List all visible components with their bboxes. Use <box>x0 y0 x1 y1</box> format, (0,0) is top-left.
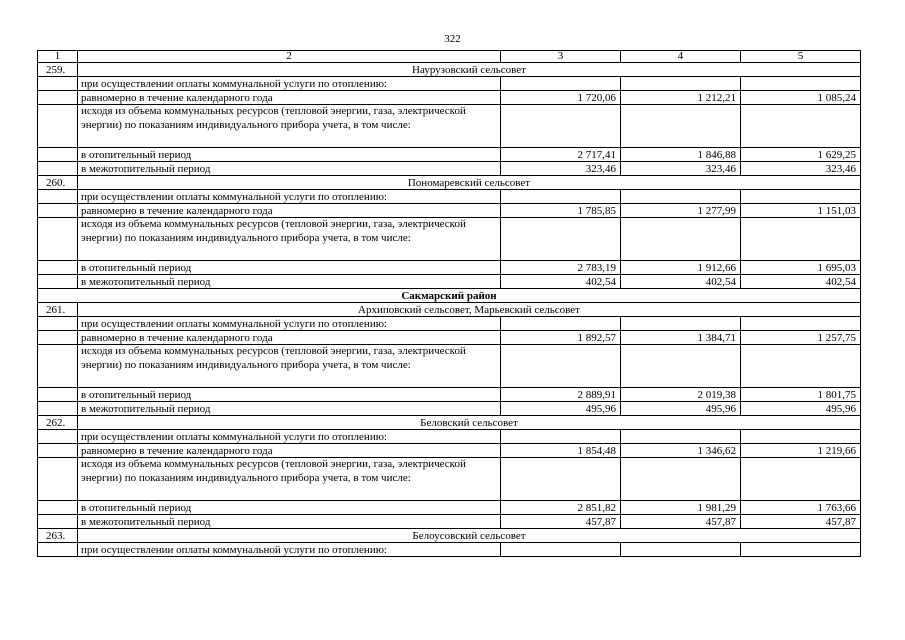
heat-payment-row <box>38 543 861 557</box>
heat-payment-row <box>38 317 861 331</box>
empty-cell <box>621 430 741 444</box>
empty-cell <box>621 317 741 331</box>
value-cell: 1 892,57 <box>501 331 621 345</box>
row-label: равномерно в течение календарного года <box>78 331 501 345</box>
section-name: Пономаревский сельсовет <box>78 176 861 190</box>
row-label: равномерно в течение календарного года <box>78 204 501 218</box>
column-header: 1 <box>38 51 78 63</box>
tariff-table <box>37 50 861 557</box>
section-number: 259. <box>38 63 78 77</box>
value-cell: 457,87 <box>621 515 741 529</box>
empty-cell <box>501 77 621 91</box>
section-name: Наурузовский сельсовет <box>78 63 861 77</box>
empty-cell <box>741 218 861 261</box>
empty-cell <box>38 91 78 105</box>
value-cell: 2 019,38 <box>621 388 741 402</box>
column-header: 4 <box>621 51 741 63</box>
empty-cell <box>621 190 741 204</box>
value-cell: 1 257,75 <box>741 331 861 345</box>
value-cell: 495,96 <box>501 402 621 416</box>
empty-cell <box>621 218 741 261</box>
row-label: при осуществлении оплаты коммунальной услуги по отоплению: <box>78 317 501 331</box>
row-label: при осуществлении оплаты коммунальной услуги по отоплению: <box>78 430 501 444</box>
value-cell: 402,54 <box>501 275 621 289</box>
value-cell: 2 717,41 <box>501 148 621 162</box>
value-cell: 1 981,29 <box>621 501 741 515</box>
even-year-row <box>38 91 861 105</box>
heat-payment-row <box>38 77 861 91</box>
value-cell: 402,54 <box>741 275 861 289</box>
row-label: в отопительный период <box>78 261 501 275</box>
heating-period-row <box>38 501 861 515</box>
section-number: 262. <box>38 416 78 430</box>
value-cell: 1 720,06 <box>501 91 621 105</box>
offseason-row <box>38 515 861 529</box>
row-label: в отопительный период <box>78 148 501 162</box>
empty-cell <box>38 345 78 388</box>
page-number: 322 <box>444 33 461 45</box>
heat-payment-row <box>38 430 861 444</box>
empty-cell <box>38 458 78 501</box>
empty-cell <box>38 190 78 204</box>
empty-cell <box>38 515 78 529</box>
section-number: 260. <box>38 176 78 190</box>
empty-cell <box>38 402 78 416</box>
value-cell: 323,46 <box>501 162 621 176</box>
row-label: при осуществлении оплаты коммунальной услуги по отоплению: <box>78 543 501 557</box>
section-header-row <box>38 303 861 317</box>
empty-cell <box>38 105 78 148</box>
empty-cell <box>741 77 861 91</box>
row-label: в межотопительный период <box>78 515 501 529</box>
value-cell: 1 384,71 <box>621 331 741 345</box>
empty-cell <box>741 458 861 501</box>
value-cell: 457,87 <box>741 515 861 529</box>
empty-cell <box>38 77 78 91</box>
offseason-row <box>38 162 861 176</box>
district-name: Сакмарский район <box>38 289 861 303</box>
even-year-row <box>38 444 861 458</box>
empty-cell <box>741 430 861 444</box>
meter-row <box>38 218 861 261</box>
value-cell: 1 346,62 <box>621 444 741 458</box>
row-label: исходя из объема коммунальных ресурсов (тепловой энергии, газа, электрической энергии) по показаниям индивидуального прибора учета, в том числе: <box>78 345 501 388</box>
section-number: 261. <box>38 303 78 317</box>
empty-cell <box>621 543 741 557</box>
row-label: при осуществлении оплаты коммунальной услуги по отоплению: <box>78 77 501 91</box>
value-cell: 402,54 <box>621 275 741 289</box>
column-header: 5 <box>741 51 861 63</box>
empty-cell <box>38 317 78 331</box>
heating-period-row <box>38 148 861 162</box>
section-header-row <box>38 416 861 430</box>
row-label: в межотопительный период <box>78 162 501 176</box>
value-cell: 1 846,88 <box>621 148 741 162</box>
meter-row <box>38 105 861 148</box>
section-number: 263. <box>38 529 78 543</box>
empty-cell <box>621 105 741 148</box>
value-cell: 1 277,99 <box>621 204 741 218</box>
row-label: в межотопительный период <box>78 275 501 289</box>
row-label: равномерно в течение календарного года <box>78 91 501 105</box>
meter-row <box>38 345 861 388</box>
column-header: 3 <box>501 51 621 63</box>
section-header-row <box>38 176 861 190</box>
empty-cell <box>741 317 861 331</box>
value-cell: 1 629,25 <box>741 148 861 162</box>
section-name: Архиповский сельсовет, Марьевский сельсовет <box>78 303 861 317</box>
heating-period-row <box>38 261 861 275</box>
section-header-row <box>38 529 861 543</box>
section-name: Беловский сельсовет <box>78 416 861 430</box>
empty-cell <box>741 105 861 148</box>
empty-cell <box>501 458 621 501</box>
value-cell: 495,96 <box>741 402 861 416</box>
row-label: в межотопительный период <box>78 402 501 416</box>
row-label: в отопительный период <box>78 501 501 515</box>
value-cell: 1 912,66 <box>621 261 741 275</box>
value-cell: 2 889,91 <box>501 388 621 402</box>
empty-cell <box>38 501 78 515</box>
row-label: при осуществлении оплаты коммунальной услуги по отоплению: <box>78 190 501 204</box>
empty-cell <box>501 317 621 331</box>
value-cell: 1 801,75 <box>741 388 861 402</box>
value-cell: 2 783,19 <box>501 261 621 275</box>
empty-cell <box>621 77 741 91</box>
empty-cell <box>38 148 78 162</box>
row-label: исходя из объема коммунальных ресурсов (тепловой энергии, газа, электрической энергии) по показаниям индивидуального прибора учета, в том числе: <box>78 218 501 261</box>
empty-cell <box>38 218 78 261</box>
row-label: равномерно в течение календарного года <box>78 444 501 458</box>
value-cell: 323,46 <box>621 162 741 176</box>
value-cell: 495,96 <box>621 402 741 416</box>
empty-cell <box>38 275 78 289</box>
section-header-row <box>38 63 861 77</box>
value-cell: 1 212,21 <box>621 91 741 105</box>
value-cell: 1 219,66 <box>741 444 861 458</box>
section-name: Белоусовский сельсовет <box>78 529 861 543</box>
empty-cell <box>38 261 78 275</box>
value-cell: 2 851,82 <box>501 501 621 515</box>
value-cell: 457,87 <box>501 515 621 529</box>
value-cell: 1 151,03 <box>741 204 861 218</box>
empty-cell <box>501 430 621 444</box>
column-header-row <box>38 51 861 63</box>
row-label: исходя из объема коммунальных ресурсов (тепловой энергии, газа, электрической энергии) по показаниям индивидуального прибора учета, в том числе: <box>78 458 501 501</box>
even-year-row <box>38 331 861 345</box>
empty-cell <box>501 218 621 261</box>
empty-cell <box>38 162 78 176</box>
offseason-row <box>38 275 861 289</box>
empty-cell <box>621 458 741 501</box>
value-cell: 1 695,03 <box>741 261 861 275</box>
value-cell: 1 785,85 <box>501 204 621 218</box>
empty-cell <box>38 331 78 345</box>
row-label: исходя из объема коммунальных ресурсов (тепловой энергии, газа, электрической энергии) по показаниям индивидуального прибора учета, в том числе: <box>78 105 501 148</box>
value-cell: 1 854,48 <box>501 444 621 458</box>
empty-cell <box>38 543 78 557</box>
empty-cell <box>741 543 861 557</box>
empty-cell <box>38 444 78 458</box>
empty-cell <box>741 345 861 388</box>
empty-cell <box>501 543 621 557</box>
empty-cell <box>501 105 621 148</box>
empty-cell <box>38 430 78 444</box>
empty-cell <box>38 388 78 402</box>
even-year-row <box>38 204 861 218</box>
heat-payment-row <box>38 190 861 204</box>
value-cell: 1 085,24 <box>741 91 861 105</box>
offseason-row <box>38 402 861 416</box>
value-cell: 323,46 <box>741 162 861 176</box>
value-cell: 1 763,66 <box>741 501 861 515</box>
district-row <box>38 289 861 303</box>
meter-row <box>38 458 861 501</box>
empty-cell <box>621 345 741 388</box>
row-label: в отопительный период <box>78 388 501 402</box>
empty-cell <box>501 345 621 388</box>
empty-cell <box>741 190 861 204</box>
empty-cell <box>501 190 621 204</box>
heating-period-row <box>38 388 861 402</box>
empty-cell <box>38 204 78 218</box>
column-header: 2 <box>78 51 501 63</box>
